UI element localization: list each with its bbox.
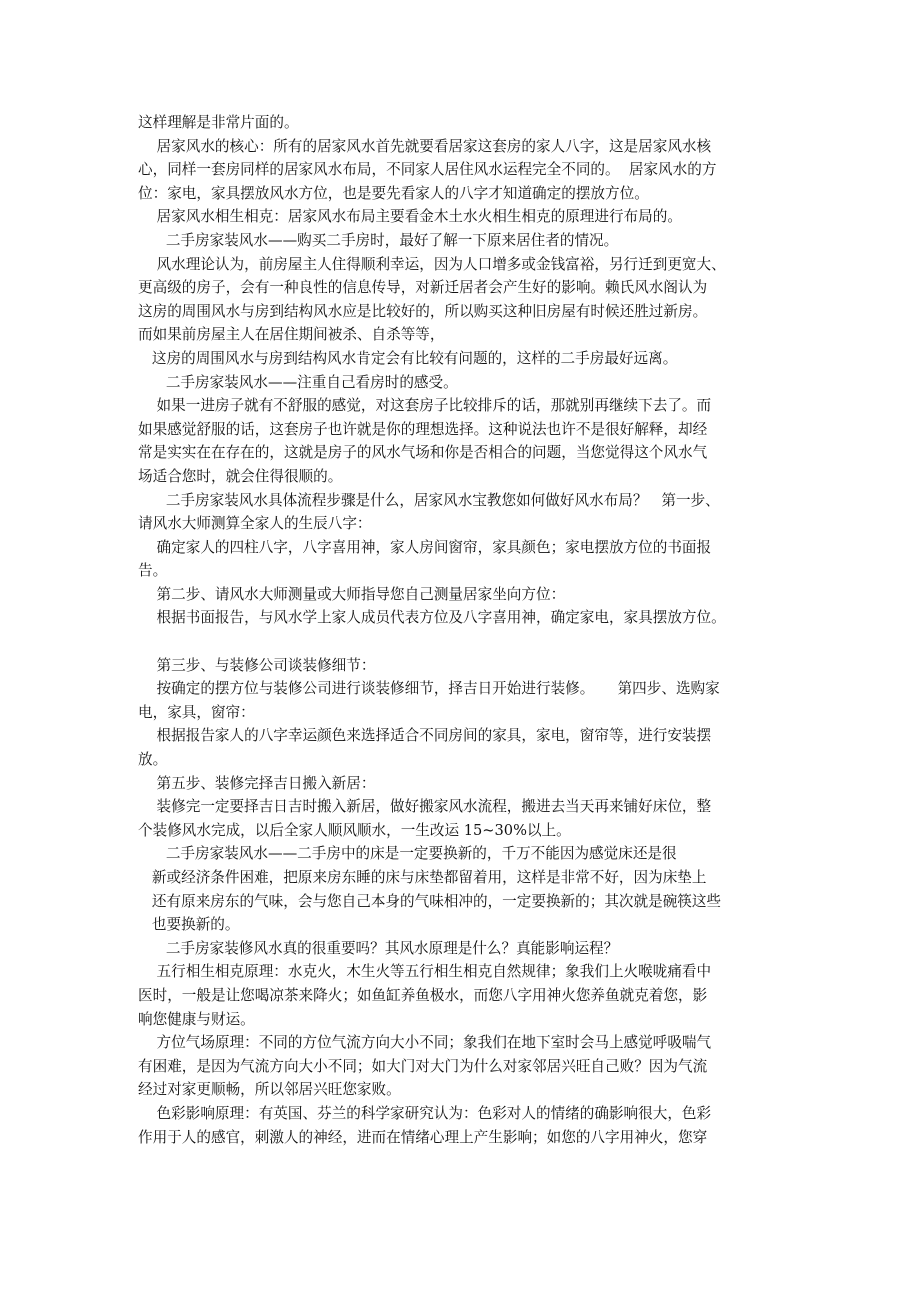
text-line: 第三步、与装修公司谈装修细节： xyxy=(138,656,376,674)
text-line: 这房的周围风水与房到结构风水应是比较好的，所以购买这种旧房屋有时候还胜过新房。 xyxy=(138,302,708,320)
text-line: 放。 xyxy=(138,751,168,769)
text-line: 如果感觉舒服的话，这套房子也许就是你的理想选择。这种说法也许不是很好解释，却经 xyxy=(138,420,708,438)
text-line: 二手房家装修风水真的很重要吗？其风水原理是什么？真能影响运程？ xyxy=(138,939,619,957)
text-line: 电，家具，窗帘： xyxy=(138,703,255,721)
text-line: 经过对家更顺畅，所以邻居兴旺您家败。 xyxy=(138,1081,401,1099)
text-line: 更高级的房子，会有一种良性的信息传导，对新迁居者会产生好的影响。赖氏风水阁认为 xyxy=(138,279,708,297)
text-line: 第二步、请风水大师测量或大师指导您自己测量居家坐向方位： xyxy=(138,585,566,603)
text-line: 居家风水相生相克：居家风水布局主要看金木土水火相生相克的原理进行布局的。 xyxy=(138,208,682,226)
text-line: 确定家人的四柱八字，八字喜用神，家人房间窗帘，家具颜色；家电摆放方位的书面报 xyxy=(138,538,712,556)
text-line: 风水理论认为，前房屋主人住得顺利幸运，因为人口增多或金钱富裕，另行迁到更宽大、 xyxy=(138,255,726,273)
text-line: 二手房家装风水——注重自己看房时的感受。 xyxy=(138,373,458,391)
text-line: 根据报告家人的八字幸运颜色来选择适合不同房间的家具，家电，窗帘等，进行安装摆 xyxy=(138,727,712,745)
text-line: 根据书面报告，与风水学上家人成员代表方位及八字喜用神，确定家电，家具摆放方位。 xyxy=(138,609,726,627)
text-line: 二手房家装风水——购买二手房时，最好了解一下原来居住者的情况。 xyxy=(138,231,619,249)
text-line: 常是实实在在存在的，这就是房子的风水气场和你是否相合的问题，当您觉得这个风水气 xyxy=(138,444,708,462)
text-line: 居家风水的核心：所有的居家风水首先就要看居家这套房的家人八字，这是居家风水核 xyxy=(138,137,712,155)
text-line: 五行相生相克原理：水克火，木生火等五行相生相克自然规律；象我们上火喉咙痛看中 xyxy=(138,963,712,981)
document-body xyxy=(138,111,788,1149)
text-line: 场适合您时，就会住得很顺的。 xyxy=(138,467,343,485)
text-line: 这房的周围风水与房到结构风水肯定会有比较有问题的，这样的二手房最好远离。 xyxy=(138,349,678,367)
text-line: 按确定的摆方位与装修公司进行谈装修细节，择吉日开始进行装修。 第四步、选购家 xyxy=(138,680,720,698)
text-line: 新或经济条件困难，把原来房东睡的床与床垫都留着用，这样是非常不好，因为床垫上 xyxy=(138,869,707,886)
text-line: 心，同样一套房同样的居家风水布局，不同家人居住风水运程完全不同的。 居家风水的方 xyxy=(138,161,717,179)
text-line: 第五步、装修完择吉日搬入新居： xyxy=(138,774,376,792)
text-line: 色彩影响原理：有英国、芬兰的科学家研究认为：色彩对人的情绪的确影响很大，色彩 xyxy=(138,1104,712,1122)
blank-line xyxy=(138,630,788,654)
text-line: 告。 xyxy=(138,562,168,580)
text-line: 这样理解是非常片面的。 xyxy=(138,114,299,131)
text-line: 响您健康与财运。 xyxy=(138,1010,255,1028)
text-line: 医时，一般是让您喝凉茶来降火；如鱼缸养鱼极水，而您八字用神火您养鱼就克着您，影 xyxy=(138,986,708,1004)
text-line: 位：家电，家具摆放风水方位，也是要先看家人的八字才知道确定的摆放方位。 xyxy=(138,184,649,202)
text-line: 而如果前房屋主人在居住期间被杀、自杀等等， xyxy=(138,326,445,344)
text-line: 方位气场原理：不同的方位气流方向大小不同；象我们在地下室时会马上感觉呼吸喘气 xyxy=(138,1034,712,1052)
text-line: 个装修风水完成，以后全家人顺风顺水，一生改运 15~30%以上。 xyxy=(138,821,571,839)
text-line: 二手房家装风水——二手房中的床是一定要换新的，千万不能因为感觉床还是很 xyxy=(138,845,677,863)
text-line: 装修完一定要择吉日吉时搬入新居，做好搬家风水流程，搬进去当天再来铺好床位，整 xyxy=(138,798,712,816)
text-line: 也要换新的。 xyxy=(138,916,240,934)
text-line: 还有原来房东的气味，会与您自己本身的气味相冲的，一定要换新的；其次就是碗筷这些 xyxy=(138,892,722,910)
text-line: 如果一进房子就有不舒服的感觉，对这套房子比较排斥的话，那就别再继续下去了。而 xyxy=(138,397,712,415)
text-line: 作用于人的感官，刺激人的神经，进而在情绪心理上产生影响；如您的八字用神火，您穿 xyxy=(138,1128,708,1146)
text-line: 有困难，是因为气流方向大小不同；如大门对大门为什么对家邻居兴旺自己败？因为气流 xyxy=(138,1057,708,1075)
text-line: 二手房家装风水具体流程步骤是什么，居家风水宝教您如何做好风水布局？ 第一步、 xyxy=(138,491,720,509)
text-line: 请风水大师测算全家人的生辰八字： xyxy=(138,515,372,533)
